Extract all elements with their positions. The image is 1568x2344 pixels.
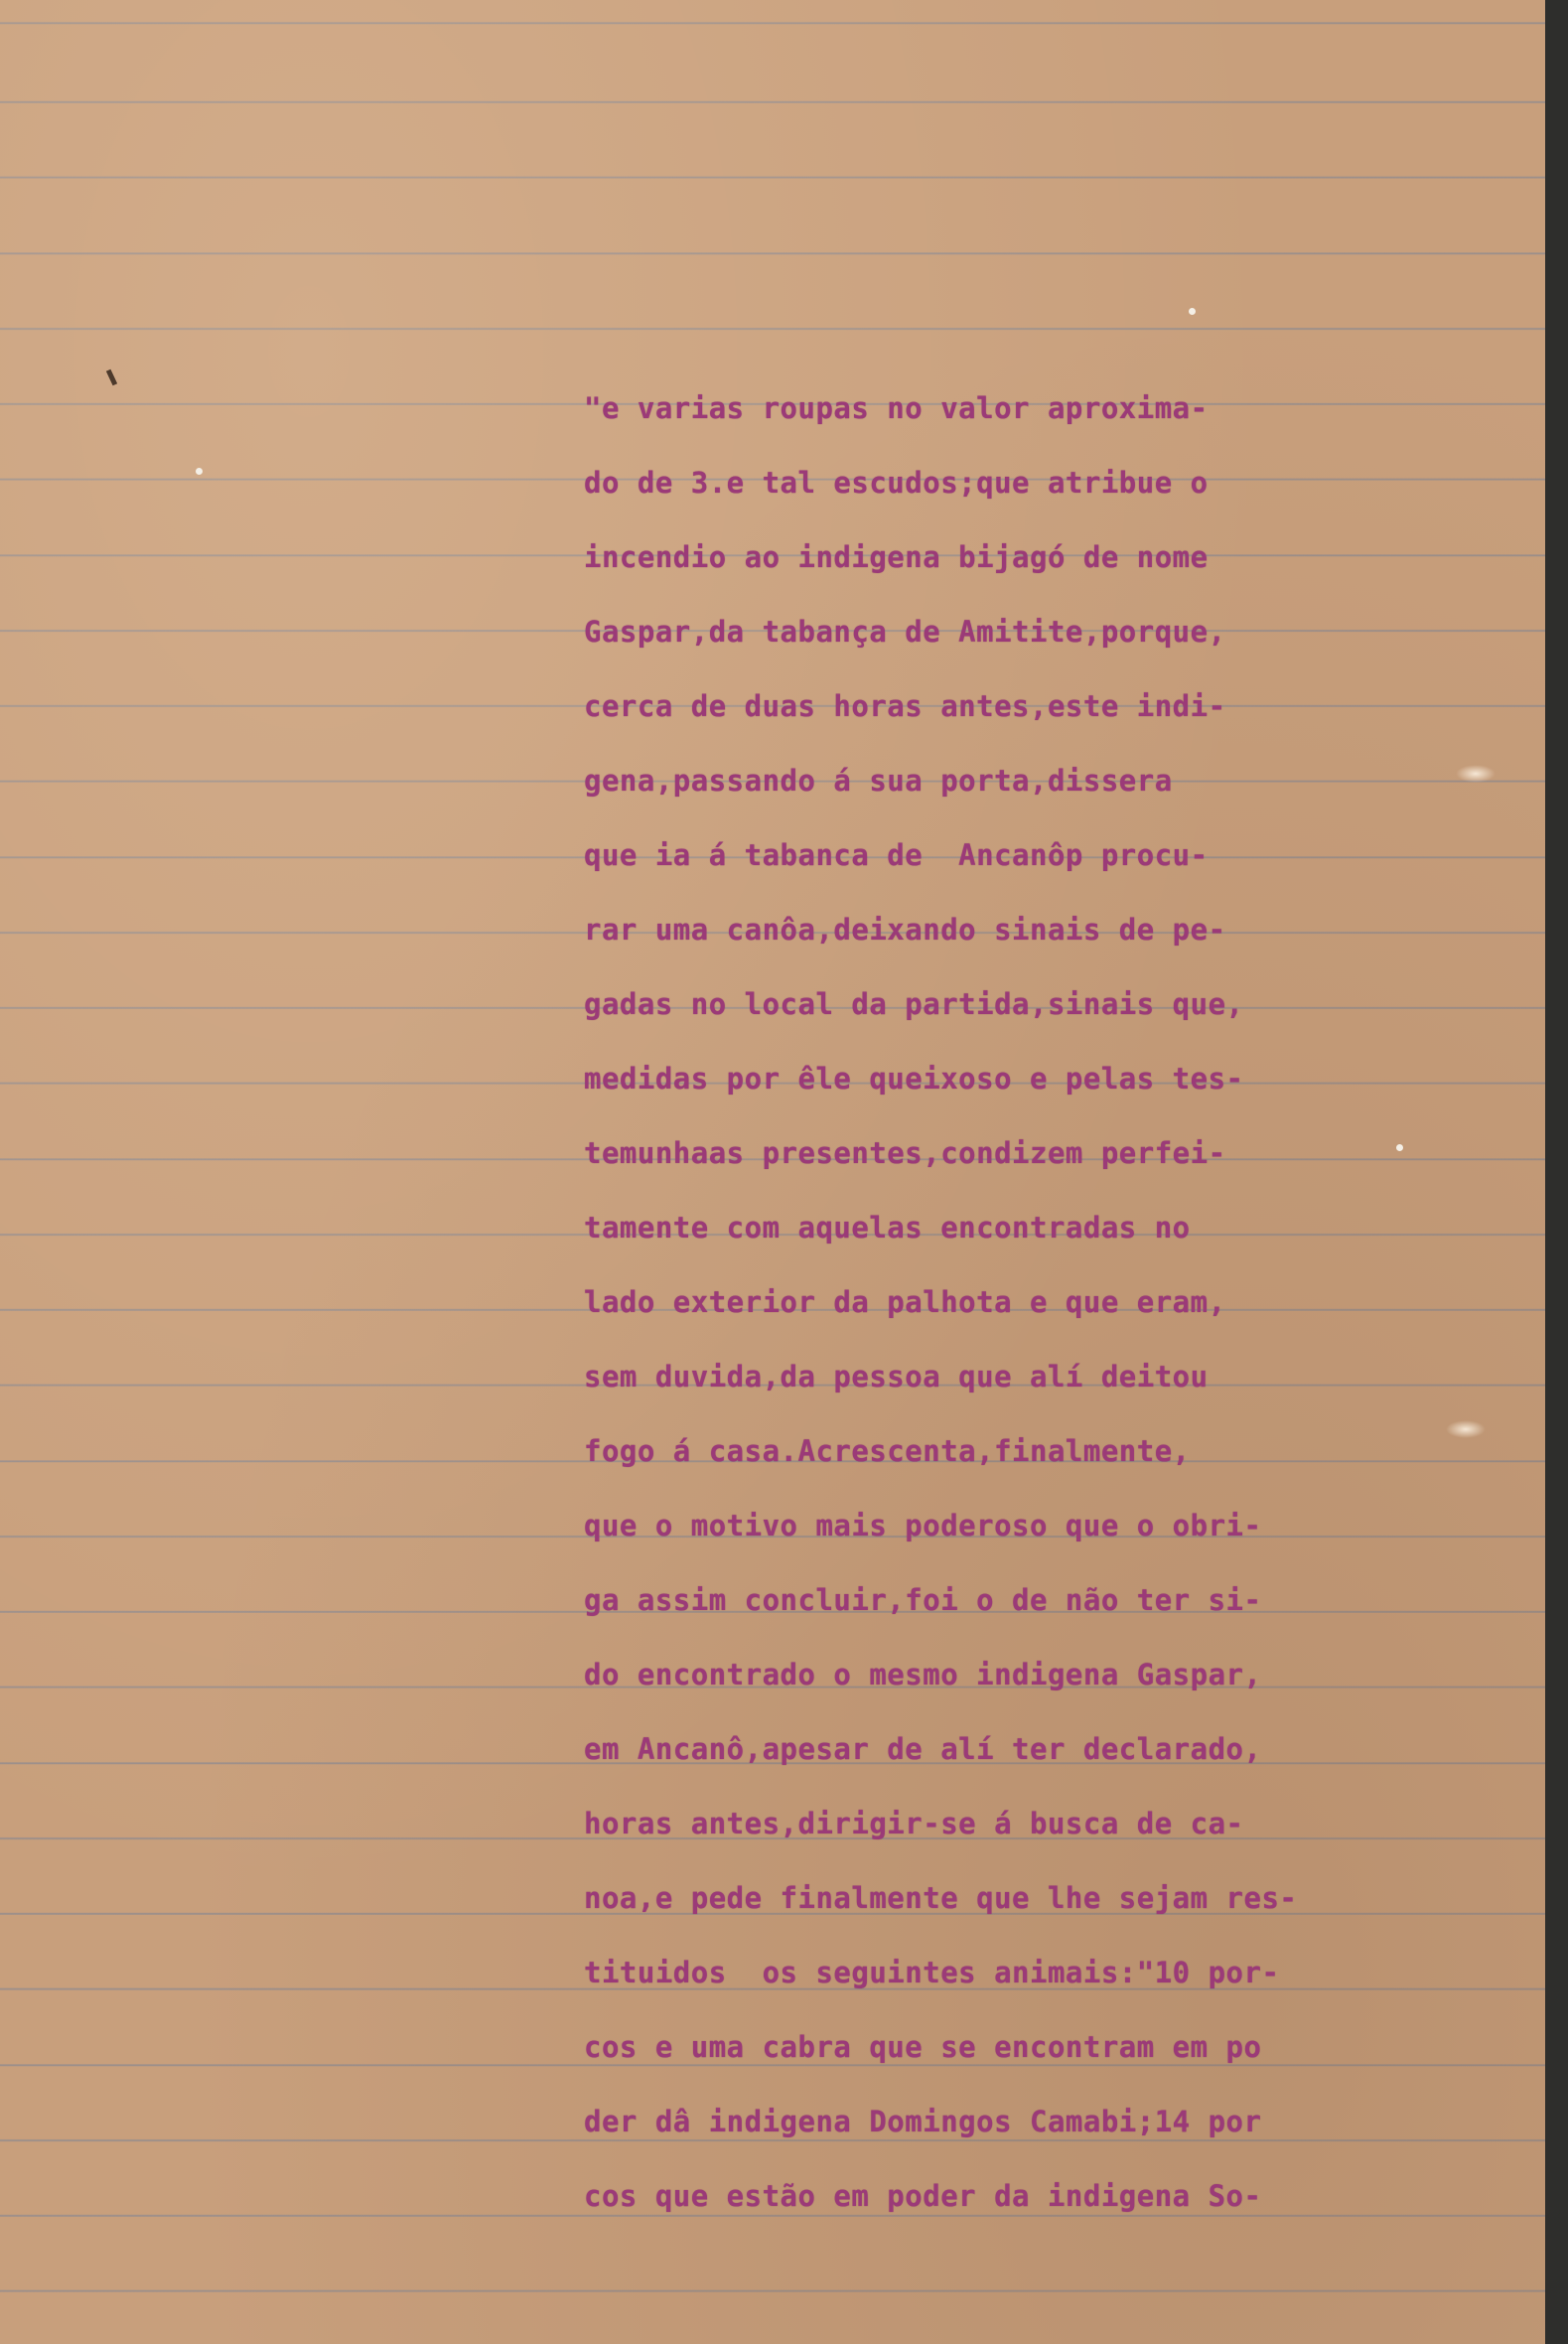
text-line: do encontrado o mesmo indigena Gaspar, <box>584 1658 1262 1691</box>
text-line: gena,passando á sua porta,dissera <box>584 764 1173 798</box>
text-line: tamente com aquelas encontradas no <box>584 1211 1191 1245</box>
text-line: gadas no local da partida,sinais que, <box>584 987 1244 1021</box>
text-line: incendio ao indigena bijagó de nome <box>584 540 1209 574</box>
scan-background-edge <box>1545 0 1568 2344</box>
text-line: tituidos os seguintes animais:"10 por- <box>584 1956 1280 1989</box>
text-line: "e varias roupas no valor aproxima- <box>584 391 1209 425</box>
text-line: noa,e pede finalmente que lhe sejam res- <box>584 1881 1298 1915</box>
text-line: horas antes,dirigir-se á busca de ca- <box>584 1807 1244 1840</box>
text-line: fogo á casa.Acrescenta,finalmente, <box>584 1434 1191 1468</box>
paper-mark <box>106 369 117 386</box>
text-line: que ia á tabanca de Ancanôp procu- <box>584 838 1209 872</box>
text-line: do de 3.e tal escudos;que atribue o <box>584 466 1209 500</box>
typed-text-block <box>584 383 1398 2246</box>
text-line: que o motivo mais poderoso que o obri- <box>584 1509 1262 1542</box>
text-line: cos que estão em poder da indigena So- <box>584 2179 1262 2213</box>
text-line: Gaspar,da tabança de Amitite,porque, <box>584 615 1226 649</box>
paper-speck <box>1189 308 1196 315</box>
text-line: cerca de duas horas antes,este indi- <box>584 689 1226 723</box>
paper-tear <box>1456 765 1496 783</box>
text-line: rar uma canôa,deixando sinais de pe- <box>584 913 1226 947</box>
paper-speck <box>196 468 203 475</box>
text-line: der dâ indigena Domingos Camabi;14 por <box>584 2105 1262 2138</box>
paper-tear <box>1446 1420 1486 1438</box>
text-line: ga assim concluir,foi o de não ter si- <box>584 1583 1262 1617</box>
text-line: medidas por êle queixoso e pelas tes- <box>584 1062 1244 1096</box>
text-line: lado exterior da palhota e que eram, <box>584 1285 1226 1319</box>
text-line: temunhaas presentes,condizem perfei- <box>584 1136 1226 1170</box>
text-line: sem duvida,da pessoa que alí deitou <box>584 1360 1209 1393</box>
text-line: em Ancanô,apesar de alí ter declarado, <box>584 1732 1262 1766</box>
text-line: cos e uma cabra que se encontram em po <box>584 2030 1262 2064</box>
